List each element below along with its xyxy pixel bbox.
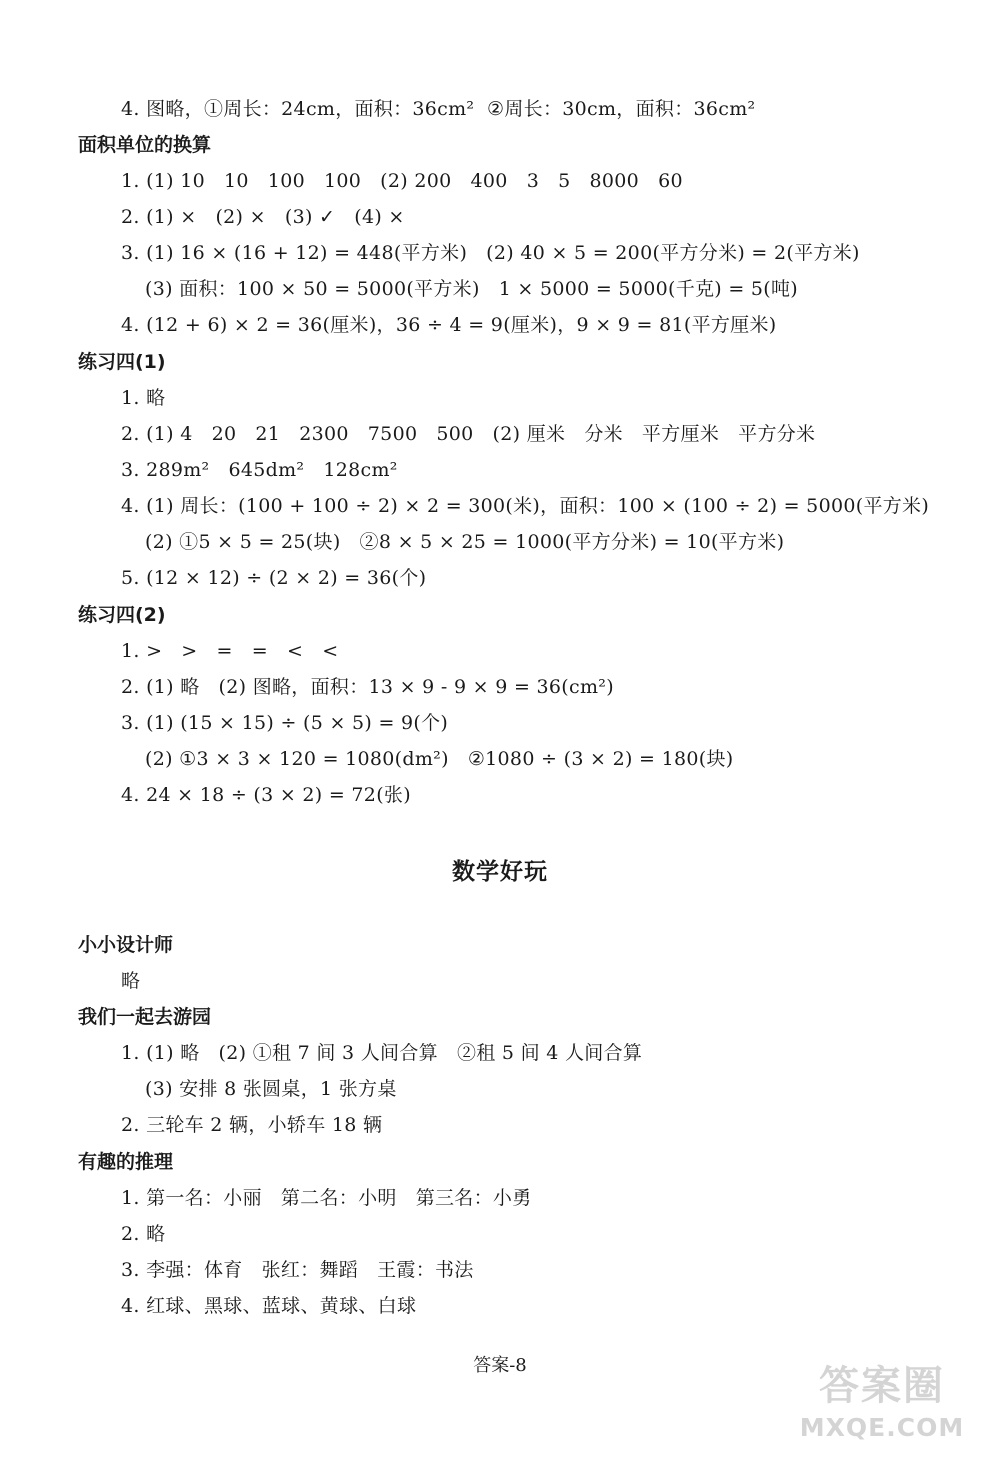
- answer-line: 1. 第一名：小丽 第二名：小明 第三名：小勇: [121, 1187, 532, 1209]
- answer-line: 2. (1) × (2) × (3) ✓ (4) ×: [121, 206, 405, 228]
- answer-line: 1. (1) 10 10 100 100 (2) 200 400 3 5 8000 60: [121, 170, 683, 192]
- answer-line: (3) 面积：100 × 50 = 5000(平方米) 1 × 5000 = 5000(千克) = 5(吨): [145, 278, 799, 300]
- answer-line: 2. 略: [121, 1223, 166, 1245]
- answer-line: 3. (1) (15 × 15) ÷ (5 × 5) = 9(个): [121, 712, 449, 734]
- section-title: 我们一起去游园: [78, 1006, 212, 1028]
- answer-line: 5. (12 × 12) ÷ (2 × 2) = 36(个): [121, 567, 427, 589]
- answer-line: 1. > > = = < <: [121, 640, 339, 662]
- answer-line: 2. (1) 略 (2) 图略，面积：13 × 9 - 9 × 9 = 36(cm²): [121, 676, 614, 698]
- section-title: 小小设计师: [78, 934, 174, 956]
- answer-line: 2. 三轮车 2 辆，小轿车 18 辆: [121, 1114, 383, 1136]
- section-title: 练习四(1): [78, 351, 166, 373]
- section-title: 面积单位的换算: [78, 134, 212, 156]
- answer-line: 1. (1) 略 (2) ①租 7 间 3 人间合算 ②租 5 间 4 人间合算: [121, 1042, 643, 1064]
- answer-line: (3) 安排 8 张圆桌，1 张方桌: [145, 1078, 397, 1100]
- answer-line: 4. 图略，①周长：24cm，面积：36cm² ②周长：30cm，面积：36cm²: [121, 98, 756, 120]
- watermark-logo: [782, 1360, 982, 1460]
- answer-line: 4. (12 + 6) × 2 = 36(厘米)，36 ÷ 4 = 9(厘米)，9 × 9 = 81(平方厘米): [121, 314, 777, 336]
- answer-line: 4. 24 × 18 ÷ (3 × 2) = 72(张): [121, 784, 411, 806]
- section-title: 练习四(2): [78, 604, 166, 626]
- answer-line: 4. 红球、黑球、蓝球、黄球、白球: [121, 1295, 417, 1317]
- page-number: 答案-8: [473, 1355, 527, 1376]
- answer-line: (2) ①3 × 3 × 120 = 1080(dm²) ②1080 ÷ (3 × 2) = 180(块): [145, 748, 734, 770]
- chapter-title: 数学好玩: [452, 859, 548, 885]
- answer-line: 2. (1) 4 20 21 2300 7500 500 (2) 厘米 分米 平方厘米 平方分米: [121, 423, 816, 445]
- answer-line: 3. 289m² 645dm² 128cm²: [121, 459, 398, 481]
- answer-line: 1. 略: [121, 387, 166, 409]
- answer-line: 略: [121, 970, 141, 992]
- answer-line: 3. (1) 16 × (16 + 12) = 448(平方米) (2) 40 × 5 = 200(平方分米) = 2(平方米): [121, 242, 860, 264]
- answer-line: 4. (1) 周长：(100 + 100 ÷ 2) × 2 = 300(米)，面积：100 × (100 ÷ 2) = 5000(平方米): [121, 495, 930, 517]
- watermark-bottom: MXQE.COM: [799, 1413, 965, 1442]
- section-title: 有趣的推理: [78, 1151, 174, 1173]
- answer-line: 3. 李强：体育 张红：舞蹈 王霞：书法: [121, 1259, 474, 1281]
- answer-line: (2) ①5 × 5 = 25(块) ②8 × 5 × 25 = 1000(平方分米) = 10(平方米): [145, 531, 785, 553]
- watermark-top: 答案圈: [819, 1363, 945, 1409]
